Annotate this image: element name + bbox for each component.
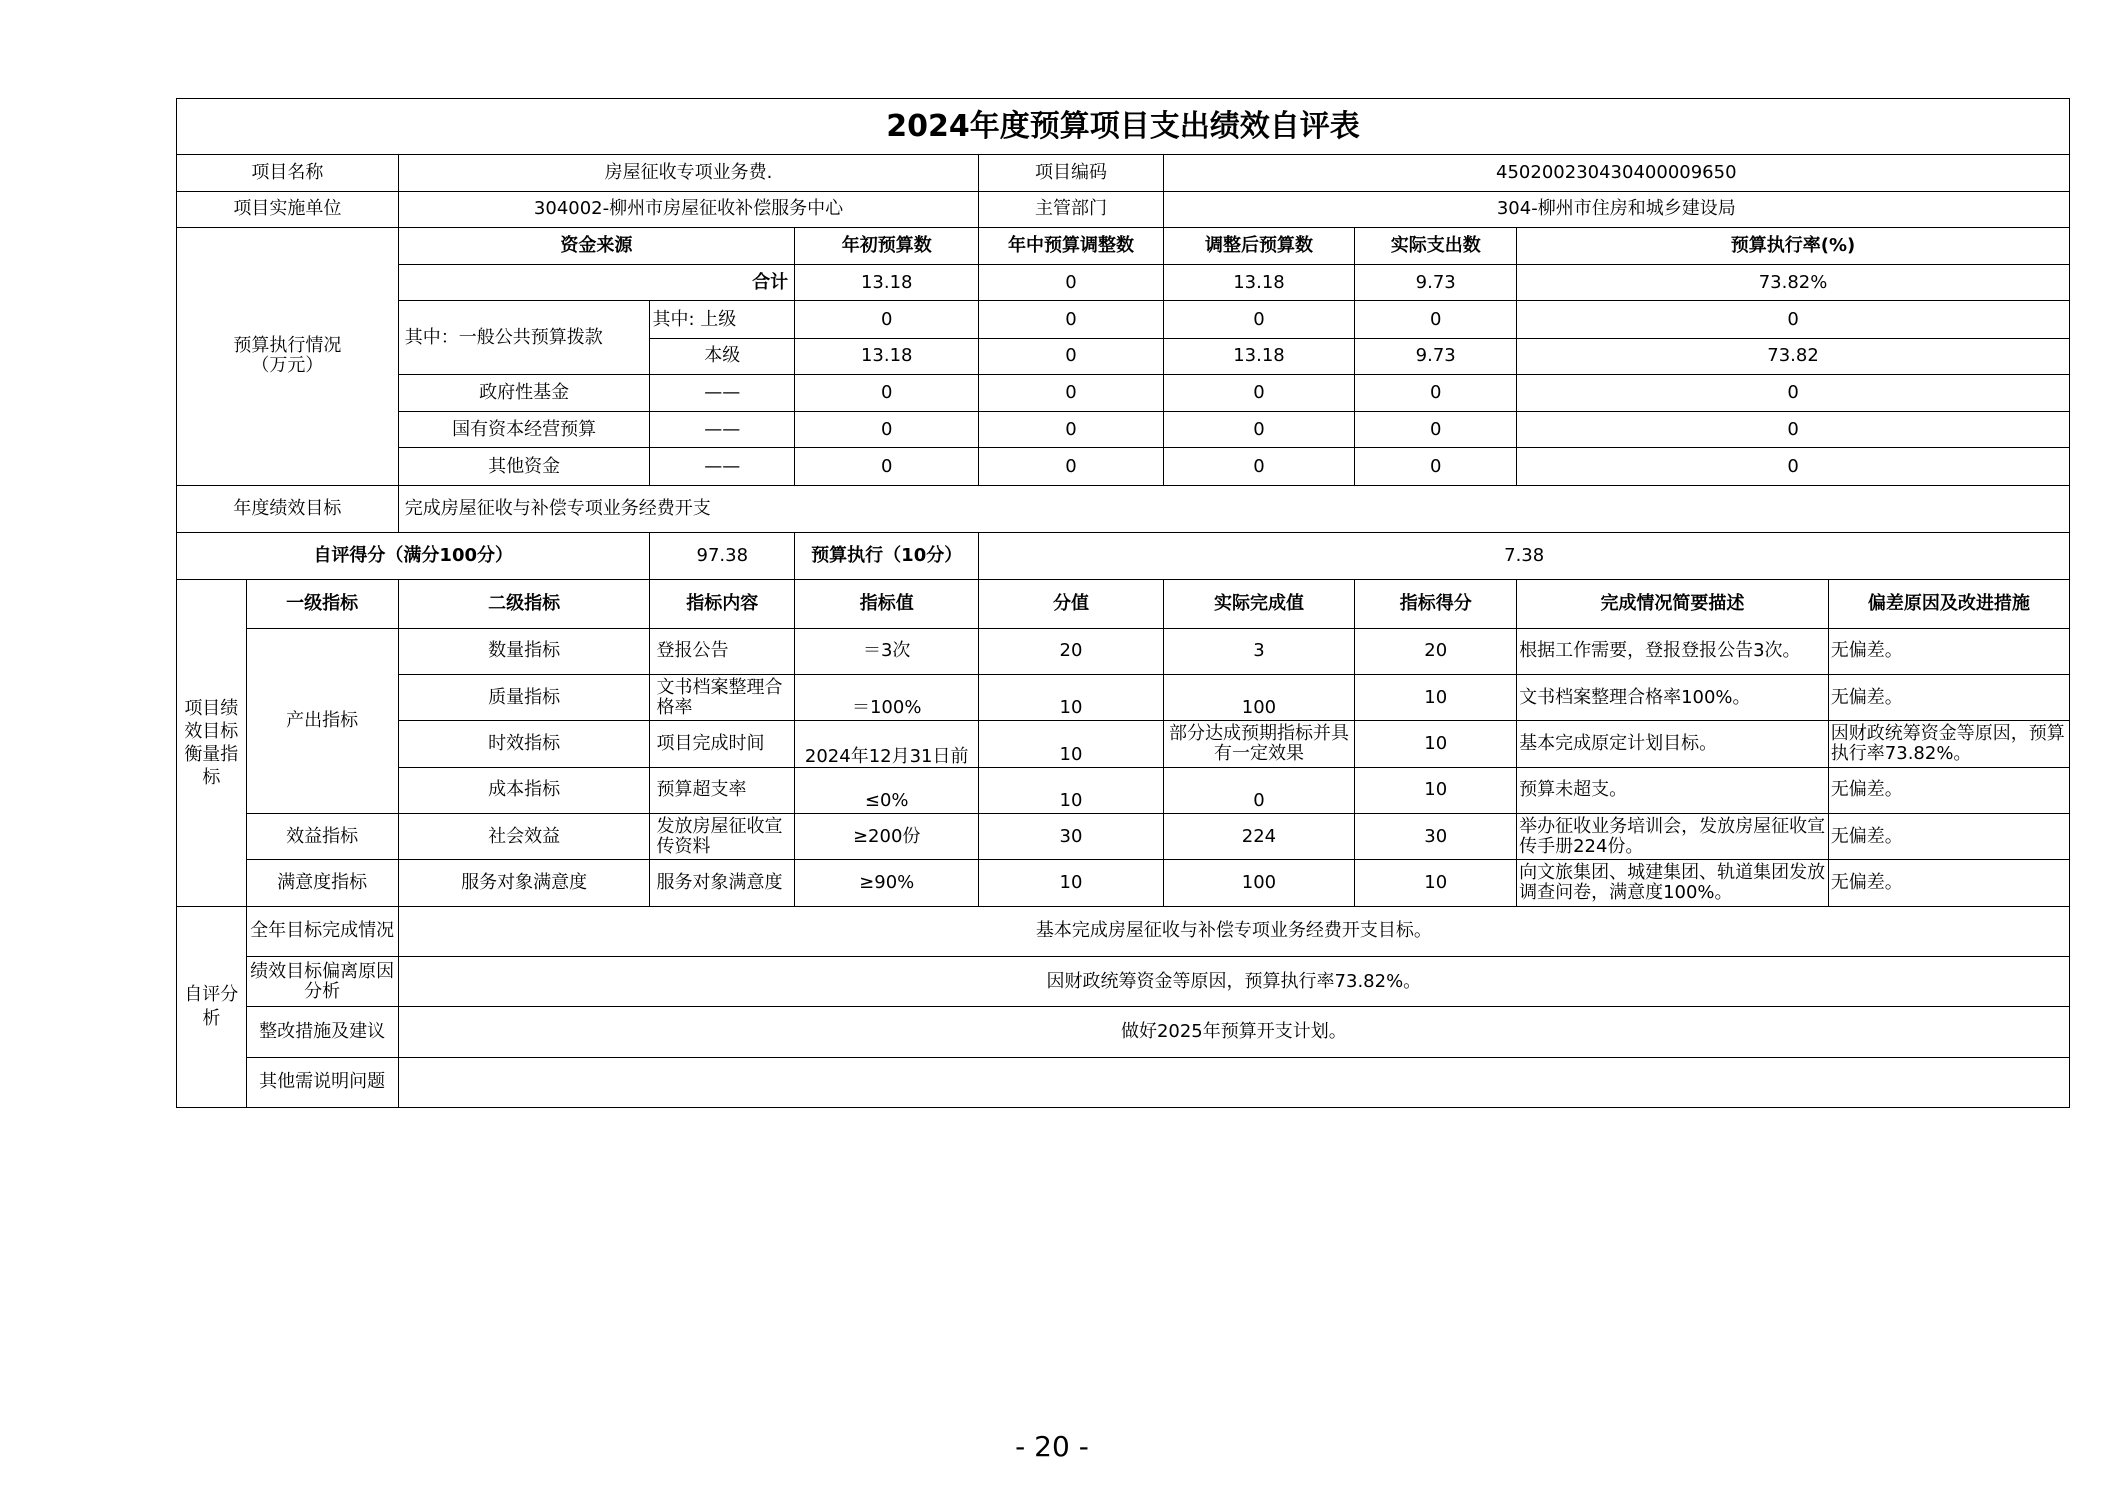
indicator-weight: 10 <box>979 767 1163 813</box>
analysis-label: 其他需说明问题 <box>246 1057 398 1107</box>
upper-adjusted: 0 <box>1163 301 1355 338</box>
state-capital-label: 国有资本经营预算 <box>398 412 650 448</box>
indicator-row <box>177 674 2070 720</box>
other-fund-initial: 0 <box>795 448 979 485</box>
benefit-indicator-label: 效益指标 <box>246 813 398 859</box>
performance-evaluation-table <box>176 98 2070 1108</box>
gov-fund-sub: —— <box>650 374 795 411</box>
indicator-content: 登报公告 <box>650 628 795 674</box>
local-actual: 9.73 <box>1355 338 1517 374</box>
gov-fund-adjusted: 0 <box>1163 374 1355 411</box>
other-fund-adjusted: 0 <box>1163 448 1355 485</box>
budget-section-label: 预算执行情况 （万元） <box>177 227 399 485</box>
indicator-reason: 无偏差。 <box>1828 767 2069 813</box>
project-unit: 304002-柳州市房屋征收补偿服务中心 <box>398 191 979 227</box>
indicator-content: 预算超支率 <box>650 767 795 813</box>
header-reason: 偏差原因及改进措施 <box>1828 580 2069 628</box>
state-capital-sub: —— <box>650 412 795 448</box>
indicator-desc: 基本完成原定计划目标。 <box>1517 721 1829 767</box>
gov-fund-actual: 0 <box>1355 374 1517 411</box>
annual-goal-text: 完成房屋征收与补偿专项业务经费开支 <box>398 485 2069 532</box>
analysis-text: 基本完成房屋征收与补偿专项业务经费开支目标。 <box>398 906 2069 956</box>
local-adjust: 0 <box>979 338 1163 374</box>
header-actual-spend: 实际支出数 <box>1355 227 1517 264</box>
indicator-row <box>177 860 2070 906</box>
analysis-label: 绩效目标偏离原因分析 <box>246 956 398 1006</box>
indicator-desc: 向文旅集团、城建集团、轨道集团发放调查问卷，满意度100%。 <box>1517 860 1829 906</box>
upper-initial: 0 <box>795 301 979 338</box>
total-adjust: 0 <box>979 265 1163 301</box>
indicator-content: 服务对象满意度 <box>650 860 795 906</box>
budget-exec-value: 7.38 <box>979 532 2070 579</box>
table-title: 2024年度预算项目支出绩效自评表 <box>177 99 2070 155</box>
indicator-level2: 质量指标 <box>398 674 650 720</box>
header-score: 指标得分 <box>1355 580 1517 628</box>
state-capital-rate: 0 <box>1517 412 2070 448</box>
annual-goal-label: 年度绩效目标 <box>177 485 399 532</box>
upper-adjust: 0 <box>979 301 1163 338</box>
indicator-score: 10 <box>1355 860 1517 906</box>
indicator-actual: 100 <box>1163 860 1355 906</box>
other-fund-adjust: 0 <box>979 448 1163 485</box>
total-adjusted: 13.18 <box>1163 265 1355 301</box>
header-actual: 实际完成值 <box>1163 580 1355 628</box>
indicator-row <box>177 767 2070 813</box>
indicator-level2: 时效指标 <box>398 721 650 767</box>
indicator-target: ＝100% <box>795 674 979 720</box>
department-label: 主管部门 <box>979 191 1163 227</box>
indicator-weight: 10 <box>979 721 1163 767</box>
indicator-actual: 部分达成预期指标并具有一定效果 <box>1163 721 1355 767</box>
output-indicator-label: 产出指标 <box>246 628 398 813</box>
indicator-weight: 10 <box>979 860 1163 906</box>
analysis-text: 做好2025年预算开支计划。 <box>398 1007 2069 1057</box>
state-capital-adjusted: 0 <box>1163 412 1355 448</box>
indicator-reason: 因财政统筹资金等原因，预算执行率73.82%。 <box>1828 721 2069 767</box>
department: 304-柳州市住房和城乡建设局 <box>1163 191 2069 227</box>
local-level-label: 本级 <box>650 338 795 374</box>
indicator-level2: 服务对象满意度 <box>398 860 650 906</box>
total-actual: 9.73 <box>1355 265 1517 301</box>
other-fund-label: 其他资金 <box>398 448 650 485</box>
state-capital-initial: 0 <box>795 412 979 448</box>
self-score-value: 97.38 <box>650 532 795 579</box>
total-initial: 13.18 <box>795 265 979 301</box>
indicator-score: 30 <box>1355 813 1517 859</box>
gov-fund-label: 政府性基金 <box>398 374 650 411</box>
indicator-weight: 10 <box>979 674 1163 720</box>
upper-level-label: 其中: 上级 <box>650 301 795 338</box>
total-label: 合计 <box>398 265 794 301</box>
page-number: - 20 - <box>1015 1430 1089 1463</box>
indicator-reason: 无偏差。 <box>1828 674 2069 720</box>
local-initial: 13.18 <box>795 338 979 374</box>
analysis-text <box>398 1057 2069 1107</box>
indicator-weight: 20 <box>979 628 1163 674</box>
indicator-target: 2024年12月31日前 <box>795 721 979 767</box>
indicator-target: ≤0% <box>795 767 979 813</box>
indicator-row <box>177 628 2070 674</box>
indicator-reason: 无偏差。 <box>1828 860 2069 906</box>
project-unit-label: 项目实施单位 <box>177 191 399 227</box>
local-adjusted: 13.18 <box>1163 338 1355 374</box>
indicator-actual: 100 <box>1163 674 1355 720</box>
self-score-label: 自评得分（满分100分） <box>177 532 650 579</box>
indicator-actual: 224 <box>1163 813 1355 859</box>
gov-fund-adjust: 0 <box>979 374 1163 411</box>
indicator-level2: 数量指标 <box>398 628 650 674</box>
project-name: 房屋征收专项业务费. <box>398 155 979 191</box>
project-code: 450200230430400009650 <box>1163 155 2069 191</box>
indicator-score: 10 <box>1355 674 1517 720</box>
local-rate: 73.82 <box>1517 338 2070 374</box>
indicator-reason: 无偏差。 <box>1828 628 2069 674</box>
header-execution-rate: 预算执行率(%) <box>1517 227 2070 264</box>
analysis-label: 整改措施及建议 <box>246 1007 398 1057</box>
indicator-content: 项目完成时间 <box>650 721 795 767</box>
project-name-label: 项目名称 <box>177 155 399 191</box>
indicator-score: 10 <box>1355 721 1517 767</box>
indicator-reason: 无偏差。 <box>1828 813 2069 859</box>
indicator-desc: 举办征收业务培训会，发放房屋征收宣传手册224份。 <box>1517 813 1829 859</box>
header-mid-adjust: 年中预算调整数 <box>979 227 1163 264</box>
header-desc: 完成情况简要描述 <box>1517 580 1829 628</box>
state-capital-adjust: 0 <box>979 412 1163 448</box>
upper-actual: 0 <box>1355 301 1517 338</box>
indicator-section-label: 项目绩效目标衡量指标 <box>177 580 247 906</box>
indicator-target: ≥90% <box>795 860 979 906</box>
header-weight: 分值 <box>979 580 1163 628</box>
header-level1: 一级指标 <box>246 580 398 628</box>
upper-rate: 0 <box>1517 301 2070 338</box>
header-target: 指标值 <box>795 580 979 628</box>
general-budget-label: 其中：一般公共预算拨款 <box>398 301 650 375</box>
project-code-label: 项目编码 <box>979 155 1163 191</box>
total-rate: 73.82% <box>1517 265 2070 301</box>
indicator-desc: 根据工作需要，登报登报公告3次。 <box>1517 628 1829 674</box>
indicator-row <box>177 813 2070 859</box>
indicator-desc: 预算未超支。 <box>1517 767 1829 813</box>
gov-fund-initial: 0 <box>795 374 979 411</box>
analysis-label: 全年目标完成情况 <box>246 906 398 956</box>
header-initial-budget: 年初预算数 <box>795 227 979 264</box>
indicator-row <box>177 721 2070 767</box>
indicator-level2: 社会效益 <box>398 813 650 859</box>
indicator-weight: 30 <box>979 813 1163 859</box>
analysis-section-label: 自评分析 <box>177 906 247 1108</box>
budget-exec-label: 预算执行（10分） <box>795 532 979 579</box>
header-funding-source: 资金来源 <box>398 227 794 264</box>
gov-fund-rate: 0 <box>1517 374 2070 411</box>
other-fund-rate: 0 <box>1517 448 2070 485</box>
indicator-target: ＝3次 <box>795 628 979 674</box>
indicator-target: ≥200份 <box>795 813 979 859</box>
state-capital-actual: 0 <box>1355 412 1517 448</box>
indicator-level2: 成本指标 <box>398 767 650 813</box>
header-level2: 二级指标 <box>398 580 650 628</box>
indicator-actual: 0 <box>1163 767 1355 813</box>
indicator-score: 10 <box>1355 767 1517 813</box>
header-adjusted-budget: 调整后预算数 <box>1163 227 1355 264</box>
indicator-actual: 3 <box>1163 628 1355 674</box>
analysis-text: 因财政统筹资金等原因，预算执行率73.82%。 <box>398 956 2069 1006</box>
indicator-score: 20 <box>1355 628 1517 674</box>
indicator-content: 发放房屋征收宣传资料 <box>650 813 795 859</box>
other-fund-sub: —— <box>650 448 795 485</box>
satisfaction-indicator-label: 满意度指标 <box>246 860 398 906</box>
other-fund-actual: 0 <box>1355 448 1517 485</box>
header-content: 指标内容 <box>650 580 795 628</box>
indicator-content: 文书档案整理合格率 <box>650 674 795 720</box>
indicator-desc: 文书档案整理合格率100%。 <box>1517 674 1829 720</box>
